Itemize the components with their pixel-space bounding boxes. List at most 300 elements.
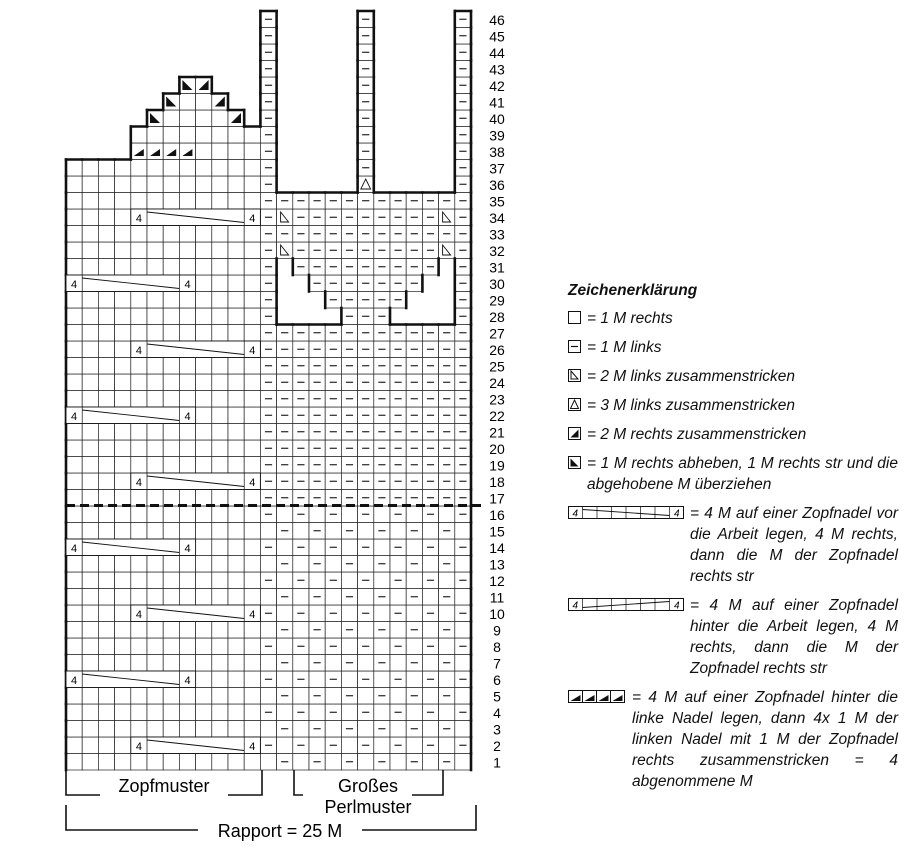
chart-cell bbox=[422, 193, 438, 210]
chart-cell bbox=[82, 506, 98, 523]
row-number: 38 bbox=[489, 143, 505, 160]
chart-cell bbox=[212, 160, 228, 177]
row-number: 40 bbox=[489, 110, 505, 127]
chart-cell bbox=[455, 737, 471, 754]
chart-cell bbox=[374, 490, 390, 507]
chart-cell bbox=[455, 638, 471, 655]
chart-cell bbox=[374, 259, 390, 276]
chart-cell bbox=[82, 424, 98, 441]
chart-cell bbox=[196, 539, 212, 556]
chart-cell bbox=[422, 490, 438, 507]
chart-cell bbox=[293, 704, 309, 721]
chart-cell bbox=[455, 506, 471, 523]
chart-cell bbox=[422, 572, 438, 589]
chart-cell bbox=[82, 704, 98, 721]
chart-cell bbox=[358, 374, 374, 391]
chart-cell bbox=[82, 358, 98, 375]
row-numbers bbox=[489, 12, 505, 771]
chart-cell bbox=[98, 737, 114, 754]
chart-cell bbox=[325, 622, 341, 639]
row-number: 7 bbox=[493, 655, 501, 672]
chart-cell bbox=[406, 407, 422, 424]
chart-cell bbox=[82, 457, 98, 474]
chart-cell bbox=[98, 589, 114, 606]
chart-cell bbox=[358, 193, 374, 210]
chart-cell bbox=[358, 572, 374, 589]
chart-cell bbox=[358, 638, 374, 655]
chart-cell bbox=[260, 655, 276, 672]
row-number: 32 bbox=[489, 242, 505, 259]
chart-cell bbox=[179, 523, 195, 540]
chart-cell bbox=[358, 28, 374, 45]
chart-cell bbox=[196, 292, 212, 309]
chart-cell bbox=[293, 226, 309, 243]
chart-cell bbox=[341, 506, 357, 523]
chart-cell bbox=[244, 506, 260, 523]
chart-cell bbox=[358, 275, 374, 292]
chart-cell bbox=[179, 655, 195, 672]
chart-cell bbox=[98, 523, 114, 540]
chart-cell bbox=[390, 374, 406, 391]
chart-cell bbox=[341, 523, 357, 540]
row-number: 8 bbox=[493, 638, 501, 655]
chart-cell bbox=[439, 589, 455, 606]
chart-cell bbox=[455, 671, 471, 688]
row-number: 44 bbox=[489, 44, 505, 61]
chart-cell bbox=[277, 193, 293, 210]
chart-cell bbox=[228, 688, 244, 705]
row-number: 4 bbox=[493, 704, 501, 721]
chart-cell bbox=[179, 226, 195, 243]
left-decrease-icon bbox=[568, 369, 581, 382]
chart-cell bbox=[147, 424, 163, 441]
chart-cell bbox=[244, 127, 260, 144]
chart-cell bbox=[163, 440, 179, 457]
row-number: 10 bbox=[489, 605, 505, 622]
chart-cell bbox=[309, 242, 325, 259]
row-number: 21 bbox=[489, 424, 505, 441]
chart-cell bbox=[115, 308, 131, 325]
chart-cell bbox=[244, 638, 260, 655]
chart-cell bbox=[212, 457, 228, 474]
chart-cell bbox=[244, 457, 260, 474]
chart-cell bbox=[131, 226, 147, 243]
chart-cell bbox=[66, 704, 82, 721]
chart-cell bbox=[212, 490, 228, 507]
cable-count: 4 bbox=[135, 477, 142, 489]
chart-cell bbox=[309, 440, 325, 457]
row-number: 39 bbox=[489, 127, 505, 144]
chart-cell bbox=[374, 407, 390, 424]
chart-cell bbox=[82, 688, 98, 705]
row-number: 36 bbox=[489, 176, 505, 193]
cable-crossing bbox=[66, 671, 196, 688]
chart-cell bbox=[260, 226, 276, 243]
chart-cell bbox=[131, 424, 147, 441]
chart-cell bbox=[293, 374, 309, 391]
chart-cell bbox=[455, 226, 471, 243]
chart-cell bbox=[196, 671, 212, 688]
chart-cell bbox=[455, 160, 471, 177]
chart-cell bbox=[66, 176, 82, 193]
chart-cell bbox=[212, 292, 228, 309]
chart-cell bbox=[98, 226, 114, 243]
chart-cell bbox=[260, 28, 276, 45]
cable-crossing bbox=[131, 209, 261, 226]
chart-cell bbox=[455, 28, 471, 45]
chart-cell bbox=[390, 671, 406, 688]
chart-cell bbox=[422, 737, 438, 754]
chart-cell bbox=[66, 292, 82, 309]
chart-cell bbox=[455, 589, 471, 606]
cable-count: 4 bbox=[249, 213, 256, 225]
chart-cell bbox=[260, 572, 276, 589]
chart-cell bbox=[260, 589, 276, 606]
chart-cell bbox=[98, 754, 114, 771]
chart-cell bbox=[309, 358, 325, 375]
chart-cell bbox=[179, 259, 195, 276]
chart-cell bbox=[179, 688, 195, 705]
chart-cell bbox=[212, 556, 228, 573]
chart-cell bbox=[439, 754, 455, 771]
chart-cell bbox=[228, 193, 244, 210]
chart-cell bbox=[147, 143, 163, 160]
chart-cell bbox=[422, 704, 438, 721]
chart-cell bbox=[293, 638, 309, 655]
chart-cell bbox=[374, 704, 390, 721]
chart-cell bbox=[212, 754, 228, 771]
chart-cell bbox=[406, 721, 422, 738]
chart-cell bbox=[212, 259, 228, 276]
chart-cell bbox=[439, 341, 455, 358]
chart-cell bbox=[422, 605, 438, 622]
chart-cell bbox=[147, 440, 163, 457]
chart-cell bbox=[244, 539, 260, 556]
chart-cell bbox=[325, 440, 341, 457]
chart-cell bbox=[293, 457, 309, 474]
chart-cell bbox=[131, 127, 147, 144]
chart-cell bbox=[406, 391, 422, 408]
chart-cell bbox=[196, 572, 212, 589]
chart-cell bbox=[325, 275, 341, 292]
chart-cell bbox=[309, 209, 325, 226]
chart-cell bbox=[277, 226, 293, 243]
chart-cell bbox=[244, 308, 260, 325]
chart-cell bbox=[406, 754, 422, 771]
legend-item-cable-front: 4 4 = 4 M auf einer Zopfnadel vor die Arbeit legen, 4 M rechts, dann die M der Zopfnadel rechts str bbox=[568, 503, 898, 587]
chart-cell bbox=[98, 424, 114, 441]
chart-cell bbox=[260, 44, 276, 61]
chart-cell bbox=[422, 721, 438, 738]
chart-cell bbox=[309, 424, 325, 441]
chart-cell bbox=[228, 556, 244, 573]
chart-cell bbox=[374, 737, 390, 754]
chart-cell bbox=[406, 688, 422, 705]
chart-cell bbox=[422, 523, 438, 540]
empty-square-icon bbox=[568, 311, 581, 324]
chart-cell bbox=[147, 490, 163, 507]
chart-cell bbox=[439, 473, 455, 490]
chart-cell bbox=[439, 506, 455, 523]
chart-cell bbox=[260, 556, 276, 573]
chart-cell bbox=[147, 259, 163, 276]
chart-cell bbox=[131, 176, 147, 193]
chart-cell bbox=[179, 77, 195, 94]
chart-cell bbox=[277, 622, 293, 639]
chart-cell bbox=[325, 193, 341, 210]
chart-cell bbox=[98, 506, 114, 523]
chart-cell bbox=[163, 94, 179, 111]
chart-cell bbox=[422, 671, 438, 688]
chart-cell bbox=[212, 539, 228, 556]
chart-cell bbox=[212, 374, 228, 391]
chart-cell bbox=[163, 457, 179, 474]
cable-count: 4 bbox=[71, 543, 78, 555]
chart-cell bbox=[212, 572, 228, 589]
chart-cell bbox=[244, 572, 260, 589]
chart-cell bbox=[212, 622, 228, 639]
chart-cell bbox=[455, 11, 471, 28]
chart-cell bbox=[277, 671, 293, 688]
chart-cell bbox=[374, 457, 390, 474]
chart-cell bbox=[358, 11, 374, 28]
chart-cell bbox=[374, 539, 390, 556]
chart-cell bbox=[98, 440, 114, 457]
chart-cell bbox=[147, 523, 163, 540]
chart-cell bbox=[390, 325, 406, 342]
chart-cell bbox=[260, 308, 276, 325]
chart-cell bbox=[196, 655, 212, 672]
chart-cell bbox=[82, 440, 98, 457]
row-number: 16 bbox=[489, 506, 505, 523]
chart-cell bbox=[98, 325, 114, 342]
chart-cell bbox=[212, 226, 228, 243]
chart-cell bbox=[374, 622, 390, 639]
chart-cell bbox=[260, 110, 276, 127]
chart-cell bbox=[374, 391, 390, 408]
chart-cell bbox=[179, 721, 195, 738]
chart-cell bbox=[455, 490, 471, 507]
chart-cell bbox=[98, 209, 114, 226]
chart-cell bbox=[358, 292, 374, 309]
chart-cell bbox=[163, 193, 179, 210]
chart-cell bbox=[196, 440, 212, 457]
cable-crossing bbox=[131, 341, 261, 358]
chart-cell bbox=[390, 572, 406, 589]
chart-cell bbox=[341, 242, 357, 259]
chart-cell bbox=[147, 721, 163, 738]
chart-cell bbox=[374, 226, 390, 243]
chart-cell bbox=[179, 704, 195, 721]
row-number: 33 bbox=[489, 226, 505, 243]
chart-cell bbox=[358, 506, 374, 523]
chart-cell bbox=[374, 242, 390, 259]
chart-cell bbox=[260, 506, 276, 523]
chart-cell bbox=[260, 407, 276, 424]
chart-cell bbox=[66, 754, 82, 771]
chart-cell bbox=[455, 292, 471, 309]
cable-count: 4 bbox=[184, 675, 191, 687]
chart-cell bbox=[293, 259, 309, 276]
chart-cell bbox=[98, 242, 114, 259]
chart-cell bbox=[147, 457, 163, 474]
chart-cell bbox=[293, 407, 309, 424]
chart-cell bbox=[66, 556, 82, 573]
row-number: 23 bbox=[489, 391, 505, 408]
chart-cell bbox=[309, 473, 325, 490]
chart-cell bbox=[439, 407, 455, 424]
chart-cell bbox=[244, 589, 260, 606]
chart-cell bbox=[277, 638, 293, 655]
chart-cell bbox=[374, 341, 390, 358]
chart-cell bbox=[244, 391, 260, 408]
chart-cell bbox=[374, 754, 390, 771]
chart-cell bbox=[309, 688, 325, 705]
chart-cell bbox=[98, 490, 114, 507]
chart-cell bbox=[163, 325, 179, 342]
rapport-label: Rapport = 25 M bbox=[217, 821, 343, 841]
chart-cell bbox=[115, 473, 131, 490]
row-number: 19 bbox=[489, 457, 505, 474]
chart-cell bbox=[260, 622, 276, 639]
chart-cell bbox=[422, 259, 438, 276]
chart-cell bbox=[196, 127, 212, 144]
chart-cell bbox=[293, 737, 309, 754]
chart-cell bbox=[228, 242, 244, 259]
chart-cell bbox=[244, 556, 260, 573]
chart-cell bbox=[325, 704, 341, 721]
chart-cell bbox=[66, 605, 82, 622]
chart-cell bbox=[196, 308, 212, 325]
chart-cell bbox=[244, 358, 260, 375]
chart-cell bbox=[212, 94, 228, 111]
chart-cell bbox=[341, 374, 357, 391]
chart-cell bbox=[196, 160, 212, 177]
chart-cell bbox=[98, 374, 114, 391]
chart-cell bbox=[179, 110, 195, 127]
chart-cell bbox=[147, 556, 163, 573]
chart-cell bbox=[196, 242, 212, 259]
chart-cell bbox=[260, 490, 276, 507]
chart-cell bbox=[341, 622, 357, 639]
chart-cell bbox=[228, 275, 244, 292]
chart-cell bbox=[309, 671, 325, 688]
chart-cell bbox=[455, 193, 471, 210]
chart-cell bbox=[293, 193, 309, 210]
chart-cell bbox=[179, 506, 195, 523]
chart-cell bbox=[82, 638, 98, 655]
chart-cell bbox=[390, 490, 406, 507]
chart-cell bbox=[277, 407, 293, 424]
chart-cell bbox=[66, 655, 82, 672]
row-number: 12 bbox=[489, 572, 505, 589]
chart-cell bbox=[115, 193, 131, 210]
chart-cell bbox=[439, 226, 455, 243]
chart-cell bbox=[244, 671, 260, 688]
chart-cell bbox=[196, 622, 212, 639]
chart-cell bbox=[66, 457, 82, 474]
chart-cell bbox=[406, 275, 422, 292]
chart-cell bbox=[374, 523, 390, 540]
chart-cell bbox=[244, 325, 260, 342]
chart-cell bbox=[260, 704, 276, 721]
chart-cell bbox=[309, 407, 325, 424]
chart-cell bbox=[293, 358, 309, 375]
chart-cell bbox=[406, 440, 422, 457]
chart-cell bbox=[66, 589, 82, 606]
chart-cell bbox=[131, 704, 147, 721]
chart-cell bbox=[455, 358, 471, 375]
chart-cell bbox=[163, 176, 179, 193]
chart-cell bbox=[406, 193, 422, 210]
chart-cell bbox=[66, 721, 82, 738]
chart-cell bbox=[228, 358, 244, 375]
chart-cell bbox=[358, 259, 374, 276]
chart-cell bbox=[341, 556, 357, 573]
chart-cell bbox=[293, 473, 309, 490]
chart-cell bbox=[131, 325, 147, 342]
legend-item-cable-back: 4 4 = 4 M auf einer Zopfnadel hinter die Arbeit legen, 4 M rechts, dann die M der Zopfnadel rechts str bbox=[568, 595, 898, 679]
chart-cell bbox=[406, 556, 422, 573]
chart-cell bbox=[455, 275, 471, 292]
chart-cell bbox=[358, 704, 374, 721]
chart-cell bbox=[196, 358, 212, 375]
chart-cell bbox=[66, 638, 82, 655]
chart-cell bbox=[228, 572, 244, 589]
chart-cell bbox=[228, 226, 244, 243]
chart-cell bbox=[196, 193, 212, 210]
chart-cell bbox=[455, 539, 471, 556]
chart-cell bbox=[390, 358, 406, 375]
chart-cell bbox=[212, 325, 228, 342]
chart-cell bbox=[390, 407, 406, 424]
chart-cell bbox=[163, 490, 179, 507]
chart-cell bbox=[293, 325, 309, 342]
row-number: 46 bbox=[489, 11, 505, 28]
chart-cell bbox=[455, 242, 471, 259]
chart-cell bbox=[358, 407, 374, 424]
chart-cell bbox=[439, 440, 455, 457]
chart-cell bbox=[455, 523, 471, 540]
chart-cell bbox=[309, 506, 325, 523]
chart-cell bbox=[212, 407, 228, 424]
chart-cell bbox=[66, 424, 82, 441]
chart-cell bbox=[341, 275, 357, 292]
chart-cell bbox=[358, 209, 374, 226]
legend bbox=[568, 282, 898, 800]
row-number: 28 bbox=[489, 308, 505, 325]
chart-cell bbox=[115, 374, 131, 391]
chart-cell bbox=[260, 341, 276, 358]
chart-cell bbox=[179, 176, 195, 193]
chart-cell bbox=[163, 589, 179, 606]
chart-cell bbox=[325, 754, 341, 771]
chart-cell bbox=[358, 473, 374, 490]
chart-cell bbox=[196, 77, 212, 94]
chart-cell bbox=[277, 391, 293, 408]
legend-item-p3tog: = 3 M links zusammenstricken bbox=[568, 395, 898, 416]
chart-cell bbox=[309, 737, 325, 754]
chart-cell bbox=[277, 506, 293, 523]
chart-cell bbox=[82, 160, 98, 177]
chart-cell bbox=[422, 242, 438, 259]
cable-count: 4 bbox=[71, 675, 78, 687]
chart-cell bbox=[131, 688, 147, 705]
chart-cell bbox=[406, 737, 422, 754]
chart-cell bbox=[390, 424, 406, 441]
chart-cell bbox=[115, 325, 131, 342]
chart-cell bbox=[147, 655, 163, 672]
